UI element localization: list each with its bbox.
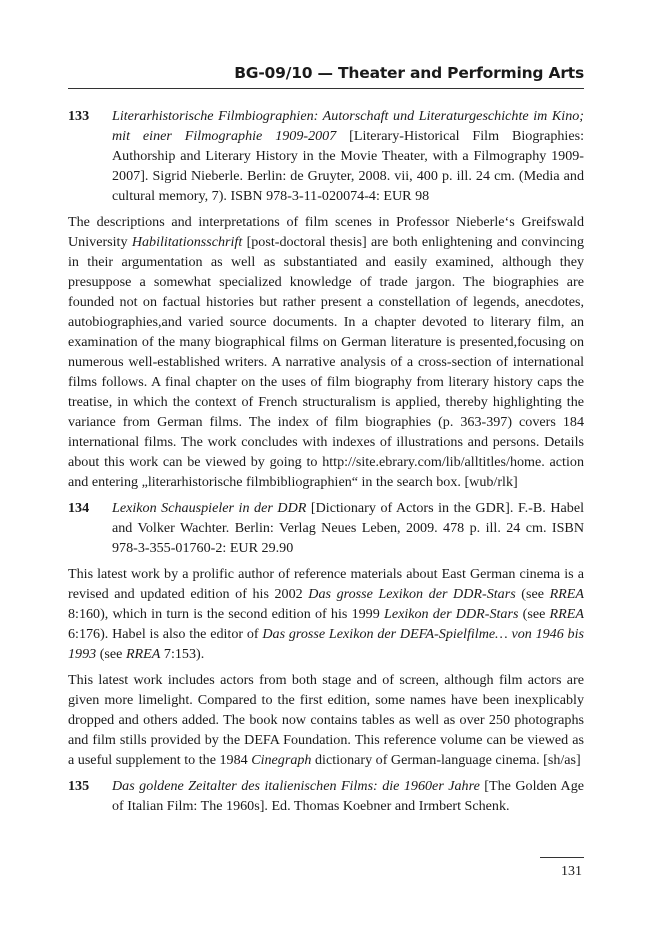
review-134-paragraph-1 (68, 564, 584, 664)
text-run: The descriptions and interpretations of film scenes in Professor Nieberle‘s Greifswald University (68, 214, 584, 250)
text-run-italic: RREA (125, 646, 161, 662)
text-run-italic: Das grosse Lexikon der DEFA-Spielfilme… von 1946 bis 1993 (68, 626, 584, 662)
text-run: (see (518, 606, 550, 622)
text-run: [post-doctoral thesis] are both enlightening and convincing in their argumentation as well as substantiated and easily examined, although they presuppose a somewhat specialized knowledge of trade jargon. The biographies are founded not on factual histories but rather present a constellation of legends, anecdotes, autobiographies,and varied source documents. In a chapter devoted to literary film, an examination of the many biographical films on German literature is presented,focusing on numerous well-established writers. A narrative analysis of a cross-section of international films follows. A final chapter on the uses of film biography from literary history caps the treatise, in which the context of French structuralism is applied, thereby highlighting the variance from German films. The index of film biographies (p. 363-397) covers 184 international films. The work concludes with indexes of illustrations and persons. Details about this work can be viewed by going to http://site.ebrary.com/lib/alltitles/home. action and entering „literarhistorische filmbibliographien“ in the search box. [wub/rlk] (68, 234, 584, 490)
text-run: 7:153). (160, 646, 205, 662)
entry-title: Literarhistorische Filmbiographien: Autorschaft und Literaturgeschichte im Kino; mit einer Filmographie 1909-2007 (112, 108, 584, 144)
text-run: 6:176). Habel is also the editor of (68, 626, 263, 642)
entry-135 (68, 776, 584, 816)
review-133-paragraph (68, 212, 584, 492)
entry-133 (68, 106, 584, 206)
page-body (68, 106, 584, 822)
entry-number: 134 (68, 500, 90, 516)
text-run: This latest work includes actors from both stage and of screen, although film actors are given more limelight. Compared to the first edition, some names have been inexplicably dropped and others added. The book now contains tables as well as over 250 photographs and film stills provided by the DEFA Foundation. This reference volume can be viewed as a useful supplement to the 1984 (68, 672, 584, 768)
book-page (68, 0, 584, 942)
text-run: 8:160), which in turn is the second edition of his 1999 (68, 606, 384, 622)
entry-details: [Literary-Historical Film Biographies: Authorship and Literary History in the Movie Theater, with a Filmography 1909-2007]. Sigrid Nieberle. Berlin: de Gruyter, 2008. vii, 400 p. ill. 24 cm. (Media and cultural memory, 7). ISBN 978-3-11-020074-4: EUR 98 (112, 128, 584, 204)
entry-134 (68, 498, 584, 558)
entry-details: [The Golden Age of Italian Film: The 1960s]. Ed. Thomas Koebner and Irmbert Schenk. (112, 778, 584, 814)
entry-details: [Dictionary of Actors in the GDR]. F.-B. Habel and Volker Wachter. Berlin: Verlag Neues Leben, 2009. 478 p. ill. 24 cm. ISBN 978-3-355-01760-2: EUR 29.90 (112, 500, 584, 556)
entry-number: 135 (68, 778, 90, 794)
text-run-italic: Das grosse Lexikon der DDR-Stars (308, 586, 516, 602)
text-run-italic: Habilitationsschrift (131, 234, 243, 250)
entry-title: Lexikon Schauspieler in der DDR (112, 500, 307, 516)
entry-number: 133 (68, 108, 90, 124)
text-run-italic: RREA (549, 586, 584, 602)
text-run: dictionary of German-language cinema. [sh/as] (311, 752, 581, 768)
running-head: BG-09/10 — Theater and Performing Arts (234, 64, 584, 82)
header-rule (68, 88, 584, 89)
text-run: (see (515, 586, 550, 602)
text-run-italic: Lexikon der DDR-Stars (383, 606, 519, 622)
page-number: 131 (561, 864, 582, 879)
text-run-italic: RREA (549, 606, 584, 622)
text-run: This latest work by a prolific author of reference materials about East German cinema is a revised and updated edition of his 2002 (68, 566, 584, 602)
entry-title: Das goldene Zeitalter des italienischen Films: die 1960er Jahre (112, 778, 480, 794)
footer-rule (540, 857, 584, 858)
text-run-italic: Cinegraph (251, 752, 312, 768)
review-134-paragraph-2 (68, 670, 584, 770)
text-run: (see (96, 646, 126, 662)
